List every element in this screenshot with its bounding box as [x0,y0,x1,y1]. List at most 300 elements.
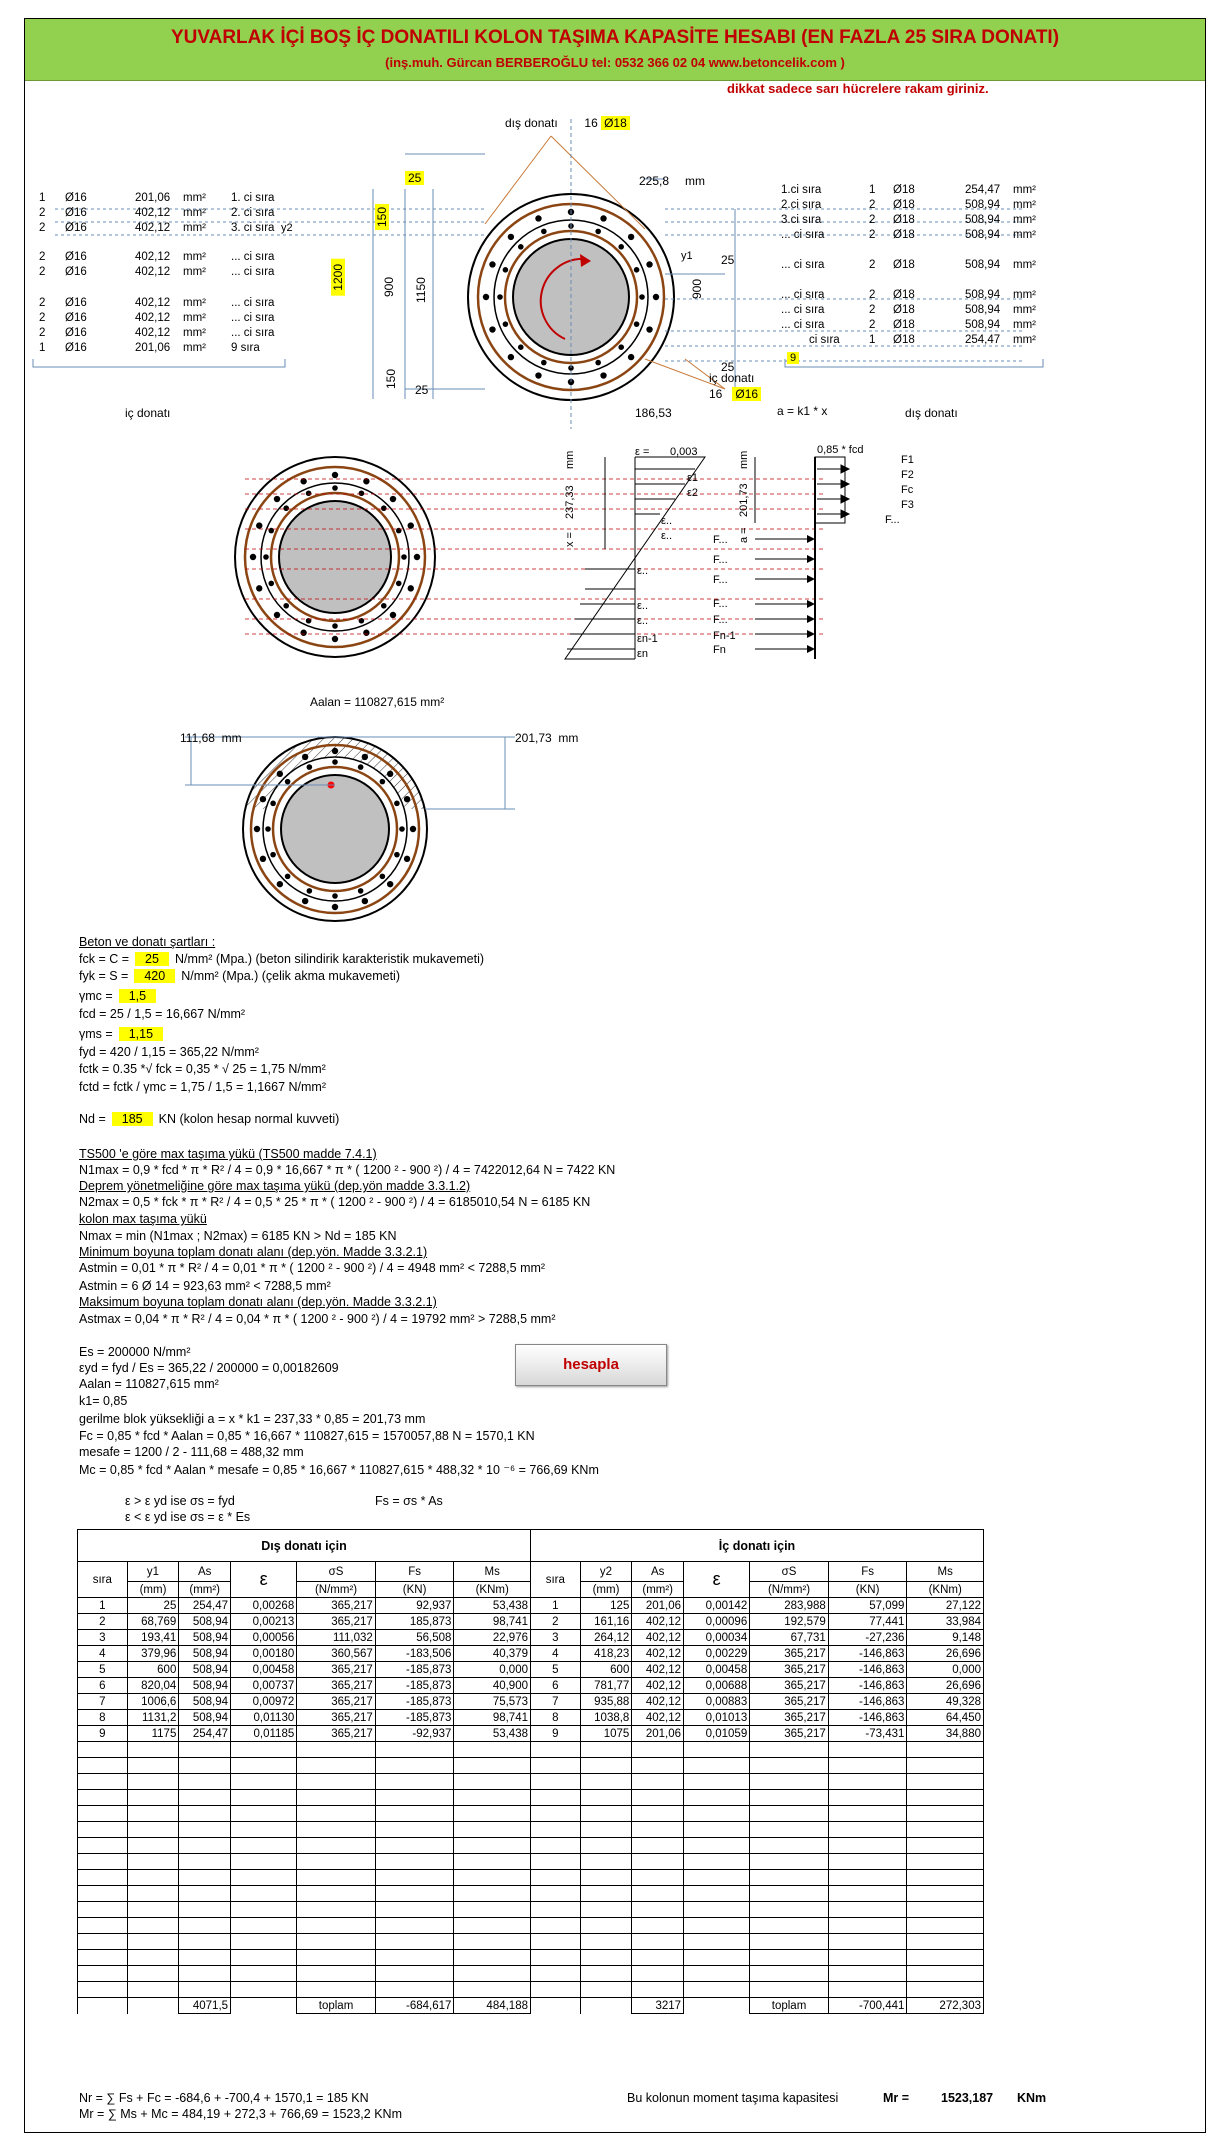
rebar-dot [332,623,338,629]
table-cell [375,1886,454,1902]
rebar-dot [363,630,369,636]
calc-line: Astmin = 0,01 * π * R² / 4 = 0,01 * π * ( 1200 ² - 900 ²) / 4 = 4948 mm² < 7288,5 mm² [79,1261,546,1275]
svg-text:25: 25 [415,383,429,397]
inner-row-d: Ø16 [65,266,87,278]
table-cell [179,1806,231,1822]
table-cell: -185,873 [375,1662,454,1678]
table-row [78,1854,531,1870]
table-cell: 402,12 [632,1662,684,1678]
strain-stress-diagram [25,439,1206,699]
table-cell [632,1822,684,1838]
outer-row-as: 508,94 [965,319,1001,331]
calc-line: γms = 1,15 [79,1027,169,1041]
table-row [78,1790,531,1806]
table-cell [580,1966,632,1982]
table-cell [454,1742,531,1758]
table-cell [454,1918,531,1934]
column-header: y1 [127,1562,179,1582]
table-cell [375,1806,454,1822]
table-cell: -146,863 [828,1646,907,1662]
left-dim-label: 111,68 mm [180,731,242,745]
mr-value: 1523,187 [941,2091,994,2105]
rebar-dot [256,585,262,591]
table-cell: 254,47 [179,1726,231,1742]
table-cell [127,1790,179,1806]
table-row [78,1918,531,1934]
table-cell: 125 [580,1598,632,1614]
table-row [78,1902,531,1918]
table-cell: 3 [531,1630,581,1646]
table-cell [231,1950,297,1966]
rebar-dot [306,490,312,496]
rebar-dot [263,554,269,560]
table-cell [297,1950,376,1966]
total-cell [580,1998,632,2014]
table-cell [179,1838,231,1854]
calc-line: fyd = 420 / 1,15 = 365,22 N/mm² [79,1045,259,1059]
table-cell [179,1822,231,1838]
column-header: sıra [531,1562,581,1598]
table-cell: 0,00096 [684,1614,750,1630]
strain-label: εn-1 [637,633,658,645]
table-cell [375,1790,454,1806]
table-cell [907,1870,984,1886]
table-cell [375,1774,454,1790]
inner-row-as: 201,06 [135,192,171,204]
svg-text:900: 900 [690,278,704,299]
calc-line: fctd = fctk / γmc = 1,75 / 1,5 = 1,1667 N/mm² [79,1080,326,1094]
total-cell: -700,441 [828,1998,907,2014]
table-cell: 365,217 [297,1694,376,1710]
table-cell [231,1966,297,1982]
table-cell [127,1886,179,1902]
outer-row-n: 2 [869,229,876,241]
table-cell: 0,00688 [684,1678,750,1694]
force-labels [713,534,736,656]
svg-text:ε1: ε1 [687,472,699,484]
svg-text:201,73: 201,73 [738,483,750,517]
rebar-dot [387,771,393,777]
table-cell: -183,506 [375,1646,454,1662]
rebar-dot [359,490,365,496]
rebar-dot [600,372,606,378]
table-cell [375,1854,454,1870]
svg-text:1150: 1150 [414,277,428,303]
rebar-dot [332,636,338,642]
table-cell [750,1950,829,1966]
total-cell: 4071,5 [179,1998,231,2014]
outer-row-n: 2 [869,259,876,271]
table-cell [127,1982,179,1998]
table-cell [454,1982,531,1998]
inner-row-n: 2 [39,251,46,263]
table-cell: 365,217 [297,1662,376,1678]
table-cell: 365,217 [297,1614,376,1630]
rebar-dot [332,748,338,754]
table-cell: 2 [78,1614,128,1630]
rebar-dot [390,496,396,502]
outer-row-s: ... ci sıra [781,229,825,241]
table-cell [127,1822,179,1838]
outer-row-u: mm² [1013,289,1036,301]
table-cell [297,1934,376,1950]
table-cell [179,1870,231,1886]
table-cell [750,1902,829,1918]
area-label: Aalan = 110827,615 mm² [310,695,445,709]
outer-row-as: 254,47 [965,334,1001,346]
calc-line: N2max = 0,5 * fck * π * R² / 4 = 0,5 * 25 * π * ( 1200 ² - 900 ²) / 4 = 6185010,54 N = 6185 KN [79,1195,591,1209]
table-cell [907,1886,984,1902]
table-cell [179,1886,231,1902]
table-cell [231,1758,297,1774]
outer-row-d: Ø18 [893,289,915,301]
table-cell: 0,00180 [231,1646,297,1662]
outer-row-as: 508,94 [965,259,1001,271]
table-cell: 0,000 [454,1662,531,1678]
table-cell: 5 [531,1662,581,1678]
table-row [531,1902,984,1918]
strain-label: ε.. [637,600,649,612]
condition-2: ε < ε yd ise σs = ε * Es [125,1510,251,1524]
table-cell [632,1886,684,1902]
table-cell: 92,937 [375,1598,454,1614]
outer-row-s: 2.ci sıra [781,199,822,211]
table-caption: Dış donatı için [78,1530,531,1562]
table-cell: 9,148 [907,1630,984,1646]
table-cell: 1006,6 [127,1694,179,1710]
rebar-dot [274,496,280,502]
table-cell [907,1742,984,1758]
table-cell [632,1934,684,1950]
table-row [531,1678,984,1694]
outer-rebar-label: dış donatı 16 Ø18 [505,116,630,130]
last-row-input[interactable]: 9 [787,352,799,364]
svg-text:x =: x = [564,532,576,547]
warning-text: dikkat sadece sarı hücrelere rakam giriniz. [727,81,989,96]
table-cell [750,1774,829,1790]
hesapla-button[interactable]: hesapla [515,1344,667,1386]
force-label: F... [713,598,728,610]
svg-text:ε2: ε2 [687,487,699,499]
total-cell: 272,303 [907,1998,984,2014]
calc-line: Mc = 0,85 * fcd * Aalan * mesafe = 0,85 * 16,667 * 110827,615 * 488,32 * 10 ⁻⁶ = 766,69 KNm [79,1463,599,1477]
rebar-dot [260,796,266,802]
inner-row-n: 2 [39,297,46,309]
strain-label: ε.. [661,530,673,542]
rebar-dot [283,505,289,511]
rebar-dot [256,522,262,528]
table-cell: 1075 [580,1726,632,1742]
inner-row-s: ... ci sıra [231,327,275,339]
rebar-dot [250,554,256,560]
table-cell: 418,23 [580,1646,632,1662]
inner-row-d: Ø16 [65,297,87,309]
rebar-dot [380,779,386,785]
table-row [78,1678,531,1694]
table-row [531,1822,984,1838]
table-cell [454,1886,531,1902]
dim-150-input[interactable]: 150 [375,204,389,230]
table-row [531,1790,984,1806]
table-cell [632,1838,684,1854]
total-cell: -684,617 [375,1998,454,2014]
table-cell [580,1822,632,1838]
inner-row-u: mm² [183,192,206,204]
table-cell: 365,217 [297,1726,376,1742]
calc-line: Astmin = 6 Ø 14 = 923,63 mm² < 7288,5 mm² [79,1279,331,1293]
table-cell [179,1934,231,1950]
table-cell [684,1758,750,1774]
table-row [78,1742,531,1758]
outer-rebar-table [77,1529,531,2014]
rebar-dot [497,294,503,300]
rebar-dot [634,267,640,273]
table-cell: 508,94 [179,1646,231,1662]
inner-row-as: 402,12 [135,266,171,278]
table-cell [580,1758,632,1774]
table-cell: -146,863 [828,1662,907,1678]
calc-line: gerilme blok yüksekliği a = x * k1 = 237,33 * 0,85 = 201,73 mm [79,1412,426,1426]
svg-text:mm: mm [685,174,705,188]
table-row [531,1598,984,1614]
table-cell: 508,94 [179,1630,231,1646]
calc-line: Minimum boyuna toplam donatı alanı (dep.yön. Madde 3.3.2.1) [79,1245,428,1259]
rebar-dot [618,244,624,250]
table-cell: 1038,8 [580,1710,632,1726]
table-cell: 6 [531,1678,581,1694]
table-cell [78,1822,128,1838]
rebar-dot [653,294,659,300]
table-cell: 1131,2 [127,1710,179,1726]
rebar-dot [332,893,338,899]
outer-row-n: 1 [869,334,876,346]
table-cell [632,1806,684,1822]
table-cell: 7 [78,1694,128,1710]
table-cell: 365,217 [297,1678,376,1694]
worksheet-page [24,18,1206,2133]
table-cell: 68,769 [127,1614,179,1630]
inner-row-d: Ø16 [65,207,87,219]
input-cell[interactable]: 420 [134,969,175,983]
table-cell: 508,94 [179,1678,231,1694]
outer-row-as: 508,94 [965,289,1001,301]
table-cell [78,1950,128,1966]
table-cell [531,1838,581,1854]
calc-line: Astmax = 0,04 * π * R² / 4 = 0,04 * π * ( 1200 ² - 900 ²) / 4 = 19792 mm² > 7288,5 mm² [79,1312,556,1326]
table-cell [580,1902,632,1918]
rebar-dot [283,603,289,609]
table-cell [684,1870,750,1886]
rebar-dot [535,372,541,378]
strain-labels [637,515,672,660]
table-cell: 365,217 [750,1710,829,1726]
outer-row-n: 2 [869,304,876,316]
table-cell [580,1870,632,1886]
rebar-dot [362,898,368,904]
table-cell [907,1758,984,1774]
table-cell: 935,88 [580,1694,632,1710]
table-row [78,1646,531,1662]
table-cell [828,1966,907,1982]
table-cell [297,1822,376,1838]
input-cell[interactable]: 185 [112,1112,153,1126]
table-cell [531,1758,581,1774]
table-cell [531,1822,581,1838]
rebar-dot [639,294,645,300]
force-label: F3 [901,499,914,511]
table-cell: 75,573 [454,1694,531,1710]
column-unit: (N/mm²) [750,1582,829,1598]
inner-row-d: Ø16 [65,342,87,354]
rebar-dot [518,244,524,250]
inner-row-n: 1 [39,192,46,204]
table-row [78,1838,531,1854]
outer-row-s: ... ci sıra [781,319,825,331]
table-cell [179,1774,231,1790]
column-unit: (mm) [580,1582,632,1598]
input-cell[interactable]: 1,15 [119,1027,163,1041]
table-row [531,1742,984,1758]
calc-line: mesafe = 1200 / 2 - 111,68 = 488,32 mm [79,1445,304,1459]
outer-row-d: Ø18 [893,334,915,346]
column-unit: (mm²) [179,1582,231,1598]
dim-1200-input[interactable]: 1200 [331,259,345,296]
inner-row-s: 3. ci sıra [231,222,275,234]
column-header: Fs [375,1562,454,1582]
rebar-dot [618,344,624,350]
table-row [78,1614,531,1630]
inner-row-as: 201,06 [135,342,171,354]
column-header: ε [684,1562,750,1598]
table-cell [750,1966,829,1982]
table-cell: 0,01130 [231,1710,297,1726]
outer-row-as: 254,47 [965,184,1001,196]
rebar-dot [414,554,420,560]
table-cell [454,1854,531,1870]
svg-text:225,8: 225,8 [639,174,670,188]
table-row [531,1966,984,1982]
inner-dia-input[interactable]: Ø16 [732,387,761,401]
dim-25-input[interactable]: 25 [405,171,424,185]
rebar-dot [358,888,364,894]
table-cell [231,1838,297,1854]
table-row [78,1934,531,1950]
rebar-dot [628,234,634,240]
table-cell: 53,438 [454,1726,531,1742]
inner-row-s: ... ci sıra [231,312,275,324]
inner-row-n: 1 [39,342,46,354]
table-row [78,1598,531,1614]
table-cell [127,1774,179,1790]
table-row [531,1662,984,1678]
left-group-label: iç donatı [125,406,171,420]
table-cell [907,1774,984,1790]
rebar-dot [270,852,276,858]
table-cell [179,1790,231,1806]
table-row [531,1806,984,1822]
outer-row-n: 1 [869,184,876,196]
svg-text:0,85 * fcd: 0,85 * fcd [817,444,864,456]
table-cell [750,1854,829,1870]
table-cell: -146,863 [828,1678,907,1694]
table-cell: 264,12 [580,1630,632,1646]
table-cell: -92,937 [375,1726,454,1742]
table-row [78,1662,531,1678]
table-row [531,1758,984,1774]
table-row [78,1950,531,1966]
table-cell [828,1838,907,1854]
calc-line: Deprem yönetmeliğine göre max taşıma yükü (dep.yön madde 3.3.1.2) [79,1179,471,1193]
page-subtitle: (inş.muh. Gürcan BERBEROĞLU tel: 0532 366 02 04 www.betoncelik.com ) [385,55,845,70]
table-cell [907,1838,984,1854]
table-cell: 365,217 [750,1694,829,1710]
inner-row-u: mm² [183,222,206,234]
table-cell: 402,12 [632,1646,684,1662]
table-cell [828,1918,907,1934]
table-cell [580,1982,632,1998]
table-cell: 7 [531,1694,581,1710]
calc-line: fyk = S = 420 N/mm² (Mpa.) (çelik akma mukavemeti) [79,969,400,983]
table-cell: 365,217 [297,1710,376,1726]
outer-row-u: mm² [1013,334,1036,346]
table-cell [750,1742,829,1758]
force-label: Fc [901,484,914,496]
table-cell [78,1758,128,1774]
table-cell [78,1934,128,1950]
rebar-dot [408,522,414,528]
table-cell [684,1806,750,1822]
outer-dia-input[interactable]: Ø18 [601,116,630,130]
strain-label: ε.. [661,515,673,527]
table-cell [828,1790,907,1806]
total-cell [127,1998,179,2014]
table-cell [907,1934,984,1950]
table-cell: 254,47 [179,1598,231,1614]
table-cell [78,1902,128,1918]
input-cell[interactable]: 25 [135,952,169,966]
table-cell [297,1966,376,1982]
rebar-dot [634,321,640,327]
table-cell [375,1902,454,1918]
input-cell[interactable]: 1,5 [119,989,156,1003]
table-cell [78,1774,128,1790]
table-cell: 283,988 [750,1598,829,1614]
table-cell [828,1902,907,1918]
table-cell [684,1982,750,1998]
column-header: σS [297,1562,376,1582]
table-caption: İç donatı için [531,1530,984,1562]
table-cell: -27,236 [828,1630,907,1646]
table-cell: 9 [78,1726,128,1742]
table-cell [828,1950,907,1966]
table-cell: 508,94 [179,1694,231,1710]
table-cell [297,1854,376,1870]
table-cell [750,1838,829,1854]
table-cell [531,1934,581,1950]
table-cell [580,1886,632,1902]
table-cell [78,1790,128,1806]
table-cell: 4 [78,1646,128,1662]
rebar-dot [362,754,368,760]
table-cell [78,1838,128,1854]
outer-row-as: 508,94 [965,229,1001,241]
inner-row-s: 1. ci sıra [231,192,275,204]
table-row [78,1966,531,1982]
calc-line: fcd = 25 / 1,5 = 16,667 N/mm² [79,1007,246,1021]
table-cell [828,1822,907,1838]
outer-row-n: 2 [869,319,876,331]
table-cell [828,1742,907,1758]
